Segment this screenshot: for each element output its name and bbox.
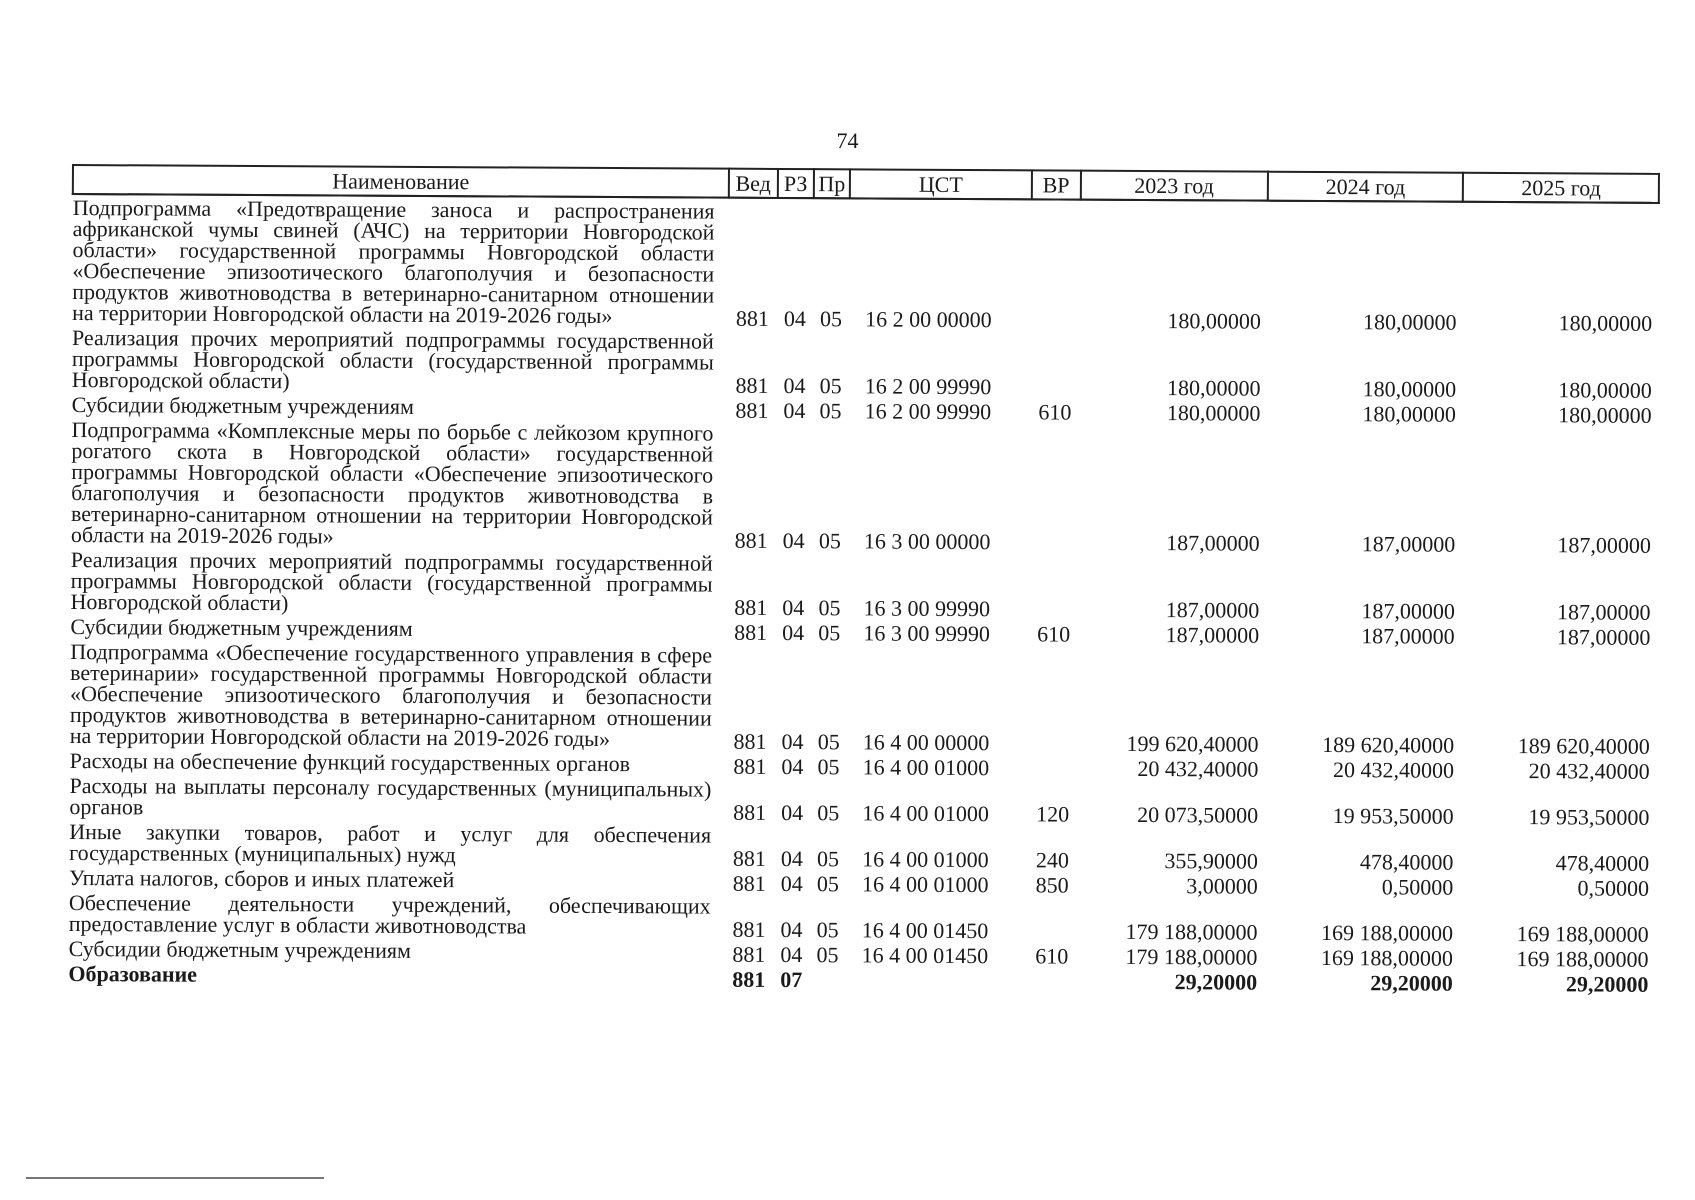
cell-cst: 16 4 00 01000 <box>862 800 989 827</box>
cell-name: Субсидии бюджетным учреждениям <box>70 613 413 641</box>
cell-2024: 187,00000 <box>1361 531 1456 557</box>
cell-rz: 04 <box>780 916 803 943</box>
header-2025: 2025 год <box>1463 173 1659 203</box>
cell-2025: 187,00000 <box>1556 599 1651 625</box>
cell-ved: 881 <box>732 870 766 896</box>
cell-2023: 187,00000 <box>1166 530 1260 556</box>
cell-rz: 04 <box>783 305 807 332</box>
cell-2023: 355,90000 <box>1164 848 1258 874</box>
cell-2024: 180,00000 <box>1362 401 1457 427</box>
cell-vr <box>1031 199 1081 330</box>
cell-2023: 180,00000 <box>1167 308 1261 334</box>
cell-rz: 04 <box>783 397 806 424</box>
cell-2023: 29,20000 <box>1174 969 1258 995</box>
cell-vr <box>1027 966 1076 991</box>
cell-vr: 240 <box>1035 847 1069 873</box>
cell-ved: 881 <box>733 753 767 779</box>
cell-rz: 04 <box>781 753 804 780</box>
cell-cst: 16 4 00 01450 <box>861 942 989 969</box>
cell-cst: 16 2 00 00000 <box>865 306 992 333</box>
cell-cst: 16 2 00 99990 <box>864 373 992 400</box>
cell-cst: 16 4 00 01000 <box>862 846 989 873</box>
cell-rz: 04 <box>782 527 805 554</box>
cell-name: Расходы на выплаты персоналу государственных (муниципальных) органов <box>69 772 712 820</box>
header-2024: 2024 год <box>1268 172 1464 202</box>
cell-2024: 169 188,00000 <box>1320 944 1453 971</box>
cell-name: Обеспечение деятельности учреждений, обеспечивающих предоставление услуг в области животноводства <box>68 889 711 939</box>
cell-name: Реализация прочих мероприятий подпрограммы государственной программы Новгородской области (государственной программы Новгородской области) <box>71 325 714 394</box>
cell-2025: 169 188,00000 <box>1516 921 1649 947</box>
cell-2024: 20 432,40000 <box>1332 757 1455 783</box>
cell-2023: 179 188,00000 <box>1125 918 1258 945</box>
cell-2025: 169 188,00000 <box>1516 946 1649 972</box>
cell-vr <box>1030 422 1080 552</box>
cell-pr: 05 <box>817 729 840 755</box>
cell-2024: 169 188,00000 <box>1321 919 1454 946</box>
cell-name: Образование <box>68 960 198 987</box>
cell-2024: 187,00000 <box>1361 598 1455 624</box>
table-row <box>70 639 1657 757</box>
cell-vr <box>1028 753 1077 778</box>
cell-name: Уплата налогов, сборов и иных платежей <box>68 864 455 893</box>
cell-2025: 19 953,50000 <box>1528 804 1650 830</box>
cell-2025: 478,40000 <box>1555 850 1650 876</box>
cell-name: Подпрограмма «Обеспечение государственного управления в сфере ветеринарии» государственной программы Новгородской области «Обеспечение эпизоотического благополучия и безопасности продуктов животноводства в ветеринарно-санитарном отношении на территории Новгородской области на 2019-2026 годы» <box>69 638 713 752</box>
cell-2025: 29,20000 <box>1565 971 1649 997</box>
cell-2024: 189 620,40000 <box>1322 731 1455 758</box>
cell-ved: 881 <box>732 966 766 992</box>
cell-ved: 881 <box>732 845 766 871</box>
cell-vr <box>1027 895 1076 941</box>
cell-pr: 05 <box>817 754 840 780</box>
cell-vr: 610 <box>1038 399 1072 425</box>
header-vr: ВР <box>1032 170 1081 199</box>
cell-cst: 16 3 00 99990 <box>863 595 991 622</box>
table-row <box>71 417 1658 556</box>
cell-pr: 05 <box>819 398 842 424</box>
cell-2023: 20 432,40000 <box>1137 755 1259 782</box>
cell-2024: 180,00000 <box>1362 309 1457 335</box>
cell-2023: 3,00000 <box>1186 873 1258 899</box>
scan-artifact-line <box>26 1177 324 1179</box>
cell-cst: 16 3 00 00000 <box>863 528 991 555</box>
cell-pr: 05 <box>819 373 842 399</box>
cell-2025: 187,00000 <box>1556 624 1651 650</box>
header-2023: 2023 год <box>1081 171 1268 201</box>
cell-vr: 610 <box>1035 943 1069 969</box>
cell-2025: 180,00000 <box>1558 377 1652 403</box>
header-rz: РЗ <box>778 169 814 198</box>
cell-ved: 881 <box>732 916 766 942</box>
cell-vr: 120 <box>1036 801 1070 827</box>
cell-pr: 05 <box>816 871 840 897</box>
cell-2024: 180,00000 <box>1362 376 1457 402</box>
cell-name: Подпрограмма «Предотвращение заноса и распространения африканской чумы свиней (АЧС) на территории Новгородской области» государственной программы Новгородской области «Обеспечение эпизоотического благополучия и безопасности продуктов животноводства в ветеринарно-санитарном отношении на территории Новгородской области на 2019-2026 годы» <box>72 195 715 329</box>
cell-cst: 16 4 00 00000 <box>862 729 990 756</box>
cell-2025: 180,00000 <box>1558 310 1653 336</box>
cell-name: Подпрограмма «Комплексные меры по борьбе с лейкозом крупного рогатого скота в Новгородской области» государственной программы Новгородской области «Обеспечение эпизоотического благополучия и безопасности продуктов животноводства в ветеринарно-санитарном отношении на территории Новгородской области на 2019-2026 годы» <box>70 417 714 549</box>
header-pr: Пр <box>814 169 850 198</box>
header-ved: Вед <box>729 169 778 198</box>
cell-rz: 04 <box>780 941 803 968</box>
budget-table <box>67 164 1660 995</box>
cell-pr: 05 <box>816 917 839 943</box>
cell-2023: 199 620,40000 <box>1126 730 1259 757</box>
cell-pr: 05 <box>818 620 841 646</box>
cell-ved: 881 <box>735 397 769 423</box>
table-row <box>72 194 1659 334</box>
cell-name: Реализация прочих мероприятий подпрограммы государственной программы Новгородской области (государственной программы Новгородской области) <box>70 546 713 616</box>
cell-ved: 881 <box>735 372 769 398</box>
cell-2023: 180,00000 <box>1166 375 1261 401</box>
header-cst: ЦСТ <box>850 169 1032 199</box>
cell-cst: 16 4 00 01000 <box>862 754 990 781</box>
cell-2023: 187,00000 <box>1165 622 1260 648</box>
cell-pr <box>809 965 845 990</box>
page-number: 74 <box>836 128 859 153</box>
cell-pr: 05 <box>817 800 840 826</box>
cell-vr: 850 <box>1035 872 1069 898</box>
cell-2023: 20 073,50000 <box>1137 801 1259 828</box>
cell-2025: 20 432,40000 <box>1528 758 1650 784</box>
cell-2024: 19 953,50000 <box>1332 803 1454 829</box>
cell-name: Субсидии бюджетным учреждениям <box>68 935 412 963</box>
cell-ved: 881 <box>734 594 768 620</box>
cell-2023: 180,00000 <box>1166 400 1261 426</box>
cell-cst: 16 4 00 01000 <box>861 871 989 898</box>
cell-rz: 04 <box>781 728 804 755</box>
cell-rz: 07 <box>780 966 803 993</box>
cell-vr <box>1029 644 1078 753</box>
cell-rz: 04 <box>783 372 806 399</box>
cell-rz: 04 <box>781 799 804 826</box>
cell-cst: 16 4 00 01450 <box>861 917 989 944</box>
cell-rz: 04 <box>780 845 804 872</box>
cell-vr: 610 <box>1037 621 1071 647</box>
cell-2025: 180,00000 <box>1558 402 1652 428</box>
cell-2025: 187,00000 <box>1557 532 1651 558</box>
cell-cst: 16 3 00 99990 <box>863 620 990 647</box>
cell-ved: 881 <box>735 305 770 331</box>
table-row <box>72 325 1658 401</box>
cell-cst: 16 2 00 99990 <box>864 398 992 425</box>
cell-2023: 187,00000 <box>1165 597 1260 623</box>
cell-ved: 881 <box>732 941 766 967</box>
cell-ved: 881 <box>733 728 767 754</box>
cell-name: Субсидии бюджетным учреждениям <box>71 392 415 419</box>
cell-name: Иные закупки товаров, работ и услуг для обеспечения государственных (муниципальных) нужд <box>69 818 712 868</box>
cell-cst <box>845 965 1027 991</box>
cell-ved: 881 <box>734 619 768 645</box>
cell-2025: 0,50000 <box>1577 875 1650 901</box>
cell-pr: 05 <box>817 846 840 872</box>
cell-pr: 05 <box>818 595 841 621</box>
cell-pr: 05 <box>820 306 843 332</box>
cell-2024: 0,50000 <box>1381 874 1454 900</box>
cell-2023: 179 188,00000 <box>1125 943 1258 970</box>
budget-table-wrapper <box>67 164 1660 995</box>
cell-ved: 881 <box>734 527 768 553</box>
cell-rz: 04 <box>780 870 803 897</box>
cell-pr: 05 <box>818 528 841 554</box>
cell-2025: 189 620,40000 <box>1517 733 1650 759</box>
cell-2024: 29,20000 <box>1370 970 1453 996</box>
cell-rz: 04 <box>782 619 805 646</box>
cell-2024: 187,00000 <box>1361 623 1455 649</box>
cell-ved: 881 <box>733 799 767 825</box>
table-body <box>68 194 1658 995</box>
cell-vr <box>1029 552 1078 619</box>
cell-2024: 478,40000 <box>1359 849 1454 875</box>
table-row <box>70 547 1656 623</box>
cell-vr <box>1031 330 1080 397</box>
cell-rz: 04 <box>782 594 805 621</box>
header-name: Наименование <box>73 165 729 198</box>
cell-pr: 05 <box>816 942 839 968</box>
cell-name: Расходы на обеспечение функций государственных органов <box>69 747 631 777</box>
